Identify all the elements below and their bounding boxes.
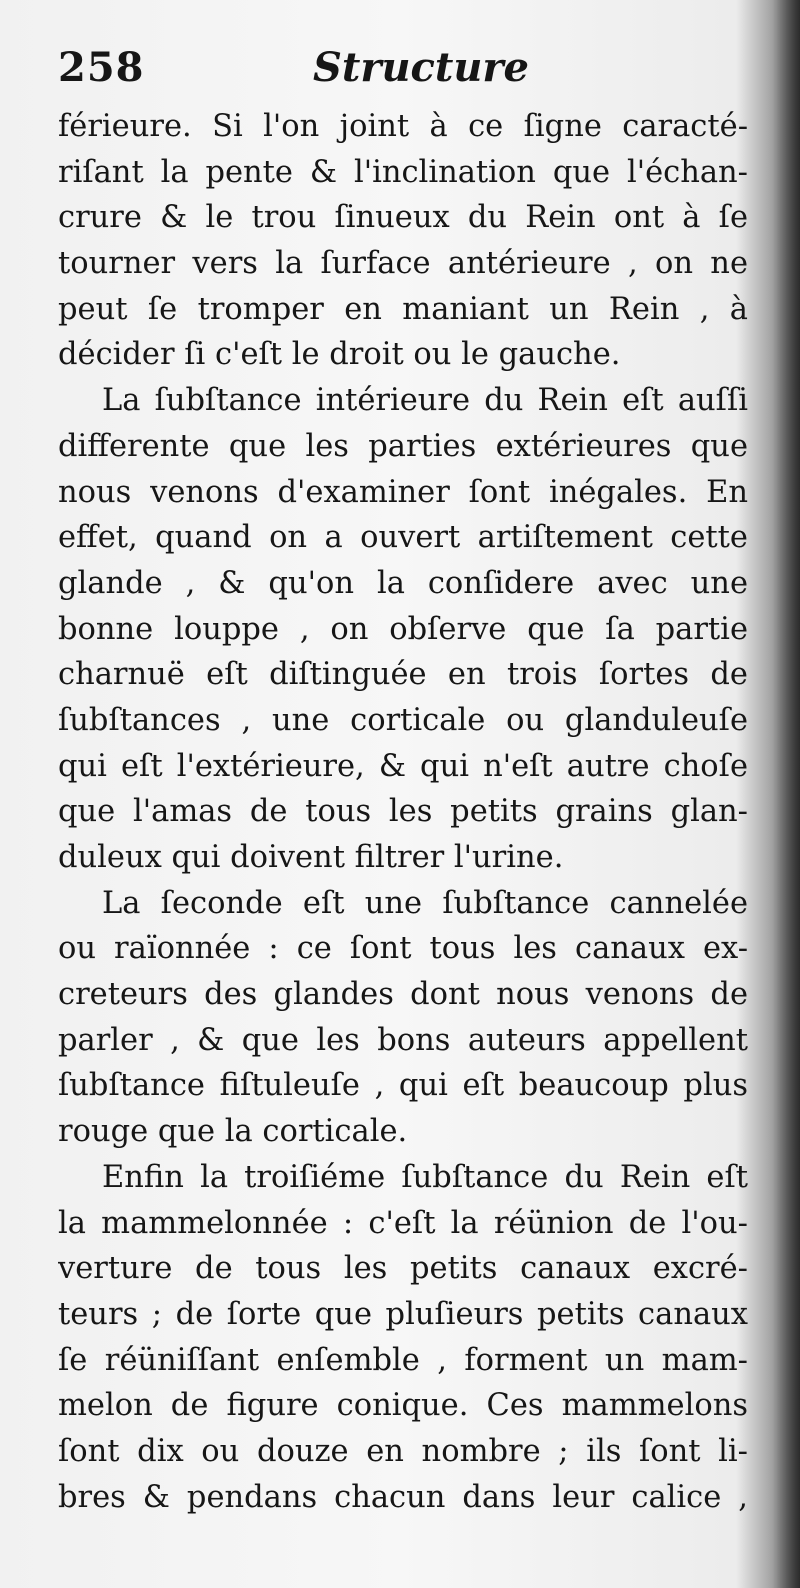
page-number: 258: [58, 44, 145, 91]
text-line: que l'amas de tous les petits grains glan-: [58, 794, 748, 830]
text-line: qui eſt l'extérieure, & qui n'eſt autre choſe: [58, 748, 748, 784]
text-line: la mammelonnée : c'eſt la réünion de l'ou-: [58, 1205, 748, 1241]
paragraph-start-line: La ſubſtance intérieure du Rein eſt auſſi: [102, 383, 748, 419]
text-line: charnuë eſt diſtinguée en trois ſortes de: [58, 657, 748, 693]
text-line: férieure. Si l'on joint à ce ſigne caracté-: [58, 109, 748, 144]
text-line: ſubſtances , une corticale ou glanduleuſe: [58, 702, 748, 738]
text-line: bonne louppe , on obſerve que ſa partie: [58, 611, 748, 647]
page-header: [58, 44, 748, 94]
text-line: peut ſe tromper en maniant un Rein , à: [58, 291, 748, 327]
text-line: differente que les parties extérieures que: [58, 428, 748, 464]
text-line: glande , & qu'on la conſidere avec une: [58, 565, 748, 601]
body-text: [58, 104, 748, 1520]
text-line: duleux qui doivent filtrer l'urine.: [58, 840, 564, 875]
text-line: effet, quand on a ouvert artiſtement cette: [58, 520, 748, 556]
text-line: nous venons d'examiner ſont inégales. En: [58, 474, 748, 510]
text-line: ſubſtance fiſtuleuſe , qui eſt beaucoup plus: [58, 1068, 748, 1104]
paragraph-start-line: Enfin la troiſiéme ſubſtance du Rein eſt: [102, 1159, 748, 1195]
running-title: Structure: [313, 44, 529, 91]
text-line: ſont dix ou douze en nombre ; ils ſont li-: [58, 1433, 748, 1469]
paragraph-start-line: La ſeconde eſt une ſubſtance cannelée: [102, 885, 748, 921]
page-edge-shadow: [772, 0, 800, 1588]
text-line: ſe réüniſſant enſemble , forment un mam-: [58, 1342, 748, 1378]
text-line: melon de figure conique. Ces mammelons: [58, 1388, 748, 1424]
text-line: creteurs des glandes dont nous venons de: [58, 977, 748, 1013]
text-line: verture de tous les petits canaux excré-: [58, 1251, 748, 1287]
text-line: décider ſi c'eſt le droit ou le gauche.: [58, 337, 621, 373]
text-line: tourner vers la ſurface antérieure , on ne: [58, 246, 748, 282]
text-line: rouge que la corticale.: [58, 1114, 408, 1150]
text-line: ou raïonnée : ce ſont tous les canaux ex-: [58, 931, 748, 967]
text-line: crure & le trou ſinueux du Rein ont à ſe: [58, 200, 748, 236]
text-line: teurs ; de ſorte que pluſieurs petits canaux: [58, 1296, 748, 1332]
text-line: bres & pendans chacun dans leur calice ,: [58, 1479, 748, 1515]
text-line: parler , & que les bons auteurs appellent: [58, 1022, 748, 1058]
text-line: riſant la pente & l'inclination que l'échan-: [58, 154, 748, 190]
